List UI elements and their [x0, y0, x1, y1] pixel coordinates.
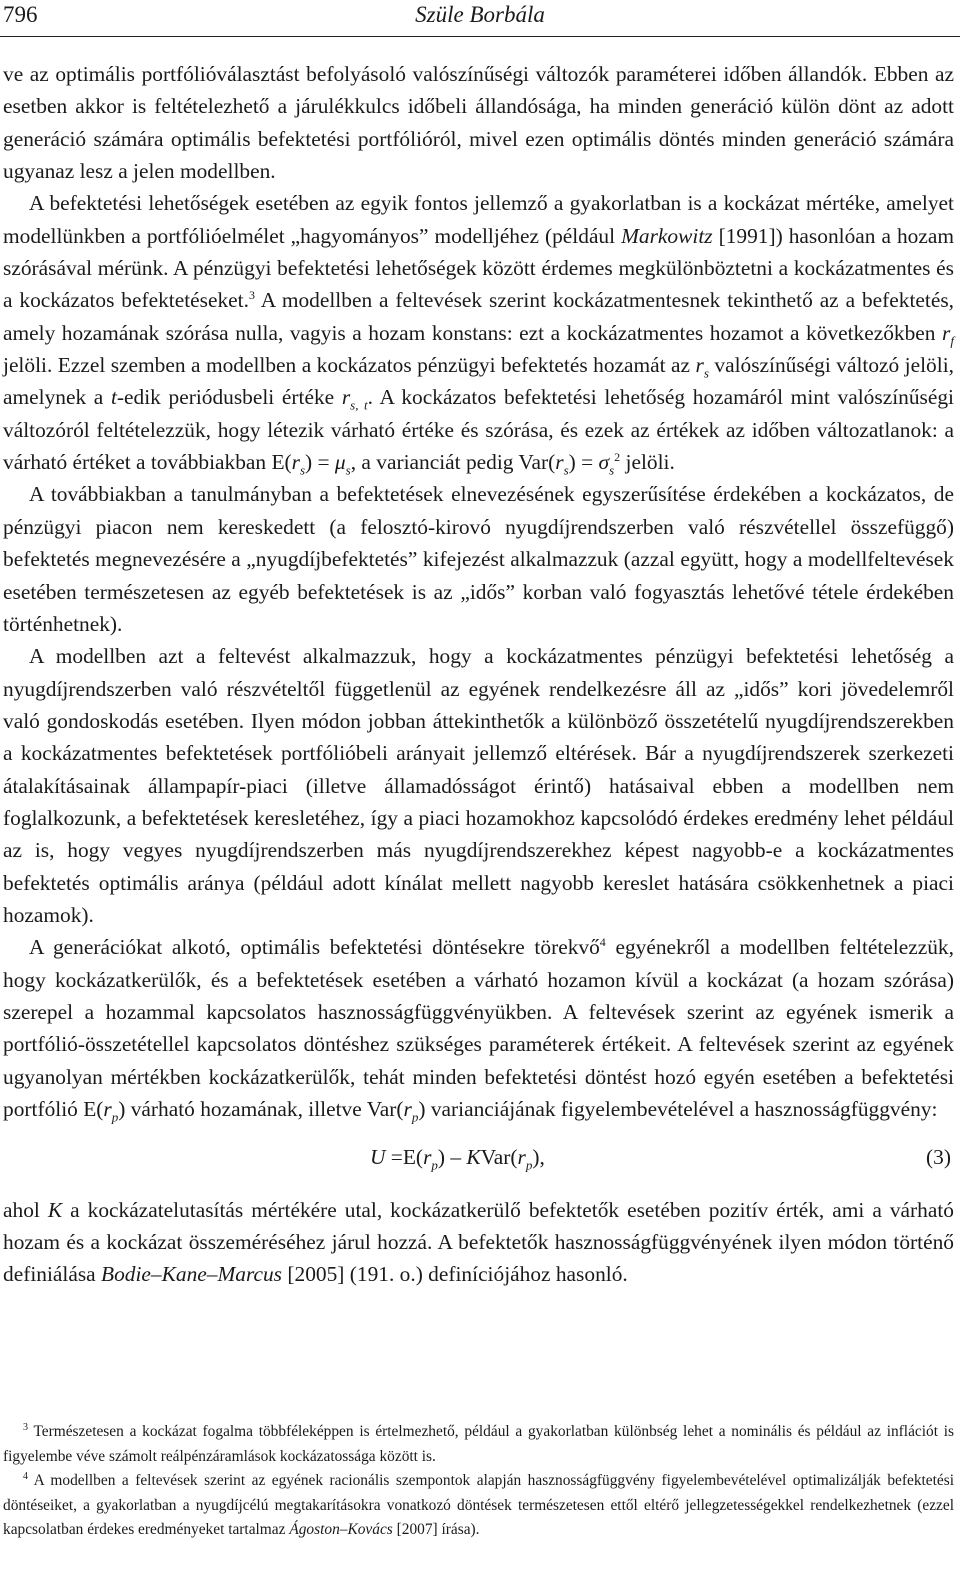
footnote-ref-3: 3 — [248, 288, 255, 303]
symbol-rf: r — [942, 320, 951, 345]
citation-agoston-kovacs: Ágoston–Kovács — [289, 1521, 393, 1539]
symbol-t: t — [110, 385, 117, 410]
citation-bodie-kane-marcus: Bodie–Kane–Marcus — [101, 1262, 283, 1287]
paragraph-4: A modellben azt a feltevést alkalmazzuk, hogy a kockázatmentes pénzügyi befektetési lehetőség a nyugdíjrendszerben való részvételtől függetlenül az egyének rendelkezésre áll az „idős” kori jövedelemről való gondoskodás esetében. Ilyen módon jobban áttekinthetők a különböző összetételű nyugdíjrendszerekben a kockázatmentes befektetések portfólióbeli arányait jellemző eltérések. Bár a nyugdíjrendszerek szerkezeti átalakításainak állampapír-piaci (illetve államadósságot érintő) hatásaival ebben a modellben nem foglalkozunk, a befektetések keresletéhez, így a piaci hozamokhoz kapcsolódó érdekes eredmény lehet például az is, hogy vegyes nyugdíjrendszerben más nyugdíjrendszerekhez képest nagyobb-e a kockázatmentes befektetés optimális aránya (például adott kínálat mellett nagyobb kereslet hatására csökkenhetnek a piaci hozamok). — [3, 644, 954, 927]
paragraph-3: A továbbiakban a tanulmányban a befektetések elnevezésének egyszerűsítése érdekében a kockázatos, de pénzügyi piacon nem kereskedett (a felosztó-kirovó nyugdíjrendszerben való részvétellel összefüggő) befektetés megnevezésére a „nyugdíjbefektetés” kifejezést alkalmazzuk (azzal együtt, hogy a modellfeltevések esetében természetesen az egyéb befektetések is az „idős” korban való fogyasztás lehetővé tétele érdekében történhetnek). — [3, 482, 954, 636]
paragraph-2: A befektetési lehetőségek esetében az egyik fontos jellemző a gyakorlatban is a kockázat mértéke, amelyet modellünkben a portfólióelmélet „hagyományos” modelljéhez (például Markowitz [1991]) hasonlóan a hozam szórásával mérünk. A pénzügyi befektetési lehetőségek között érdemes megkülönböztetni a kockázatmentes és a kockázatos befektetéseket.$^3$ A modellben a feltevések szerint kockázatmentesnek tekinthető az a befektetés, amely hozamának szórása nulla, vagyis a hozam konstans: ezt a kockázatmentes hozamot a következőkben $r_f$ jelöli. Ezzel szemben a modellben a kockázatos pénzügyi befektetés hozamát az $r_s$ valószínűségi változó jelöli, amelynek a t-edik periódusbeli értéke $r_{s, t}$. A kockázatos befektetési lehetőség hozamáról mint valószínűségi változóról feltételezzük, hogy létezik várható értéke és szórása, és ezek az értékek az időben változatlanok: a várható értéket a továbbiakban $E(r_s) = \mu_s$, a varianciát pedig $Var(r_s) = \sigma_s^2$ jelöli. — [3, 191, 954, 478]
equation-number: (3) — [926, 1145, 951, 1170]
math-paren-open: ( — [548, 450, 556, 475]
paragraph-6: ahol K a kockázatelutasítás mértékére utal, kockázatkerülő befektetők esetében pozitív érték, ami a várható hozam és a kockázat összeméréséhez járul hozzá. A befektetők hasznosságfüggvényének ilyen módon történő definiálása Bodie–Kane–Marcus [2005] (191. o.) definíciójához hasonló. — [3, 1197, 954, 1287]
footnote-3: $^3$ Természetesen a kockázat fogalma többféleképpen is értelmezhető, például a gyakorlatban különbség lehet a nominális és például az inflációt is figyelembe véve számolt reálpénzáramlások kockázatossága között is. — [3, 1421, 954, 1465]
footnote-4: $^4$ A modellben a feltevések szerint az egyének racionális szempontok alapján hasznosságfüggvény figyelembevételével optimalizálják befektetési döntéseiket, a gyakorlatban a nyugdíjcélú megtakarításokra vonatkozó döntések természetesen ettől eltérő jellegzetességekkel rendelkezhetnek (ezzel kapcsolatban érdekes eredményeket tartalmaz Ágoston–Kovács [2007] írása). — [3, 1471, 955, 1539]
symbol-mu: μ — [334, 450, 346, 475]
footnote-ref-4: 4 — [599, 935, 606, 950]
equation-3 — [3, 1141, 954, 1173]
article-body — [3, 58, 954, 1291]
equation-formula: $U =E(r_p)$ – $KVar(r_p)$, — [370, 1145, 545, 1173]
symbol-rst: r — [341, 385, 351, 410]
math-paren-close: ) — [568, 450, 576, 475]
paragraph-5: A generációkat alkotó, optimális befektetési döntésekre törekvő$^4$ egyénekről a modellben feltételezzük, hogy kockázatkerülők, és a befektetések esetében a várható hozamon kívül a kockázat (a hozam szórása) szerepel a hozammal kapcsolatos hasznosságfüggvényükben. A feltevések szerint az egyének ismerik a portfólió-összetétellel kapcsolatos döntéshez szükséges paraméterek értékeit. A feltevések szerint az egyének ugyanolyan mértékben kockázatkerülők, tehát minden befektetési döntést hozó egyén esetében a befektetési portfólió $E(r_p)$ várható hozamának, illetve $Var(r_p)$ varianciájának figyelembevételével a hasznosságfüggvény: — [3, 935, 954, 1125]
symbol-rs: r — [695, 353, 704, 378]
paragraph-1: ve az optimális portfólióválasztást befolyásoló valószínűségi változók paraméterei időben állandók. Ebben az esetben akkor is feltételezhető a járulékkulcs időbeli állandósága, ha minden generáció külön dönt az adott generáció számára optimális befektetési portfólióról, mivel ezen optimális döntés minden generáció számára ugyanaz lesz a jelen modellben. — [3, 62, 954, 184]
running-head-author: Szüle Borbála — [415, 2, 545, 27]
citation-markowitz: Markowitz — [621, 223, 713, 248]
symbol-sigma: σ — [598, 450, 610, 475]
page-header — [0, 0, 960, 37]
page-number: 796 — [3, 2, 38, 27]
symbol-K: K — [47, 1197, 63, 1222]
footnotes — [3, 1420, 954, 1543]
